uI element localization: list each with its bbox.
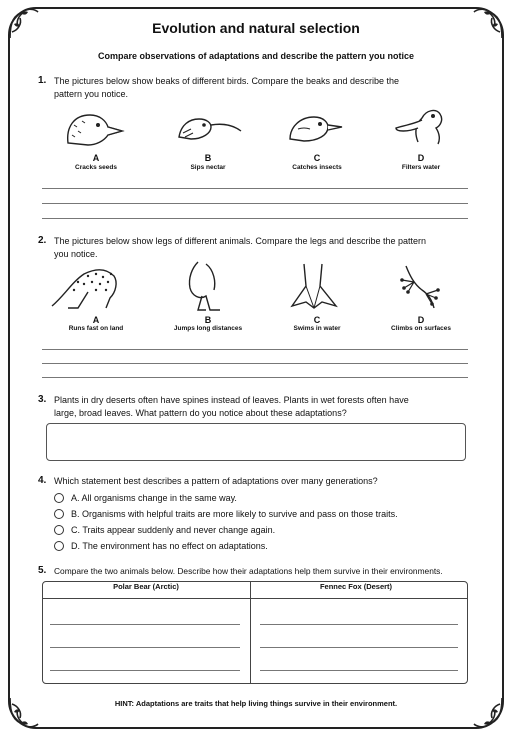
answer-box[interactable]	[46, 423, 466, 461]
option-c[interactable]	[54, 523, 275, 537]
caption: Runs fast on land	[68, 325, 124, 332]
caption: Climbs on surfaces	[391, 325, 451, 332]
caption: Cracks seeds	[75, 164, 117, 171]
answer-line	[42, 188, 468, 189]
cheetah-legs-icon	[48, 262, 130, 312]
question-number: 5.	[38, 565, 47, 576]
caption: Jumps long distances	[173, 325, 243, 332]
answer-line[interactable]	[260, 624, 458, 625]
answer-line	[42, 218, 468, 219]
answer-line	[42, 363, 468, 364]
option-letter: B	[204, 153, 212, 163]
hint-text: HINT: Adaptations are traits that help living things survive in their environment.	[114, 699, 398, 708]
caption: Sips nectar	[190, 164, 226, 171]
question-text: Compare the two animals below. Describe how their adaptations help them survive in their environments.	[54, 566, 443, 576]
table-column-divider	[250, 581, 251, 684]
radio-circle-icon[interactable]	[54, 525, 64, 535]
option-label: B. Organisms with helpful traits are more likely to survive and pass on those traits.	[71, 509, 398, 519]
question-number: 3.	[38, 394, 47, 405]
column-header: Polar Bear (Arctic)	[113, 582, 179, 591]
radio-circle-icon[interactable]	[54, 509, 64, 519]
question-number: 2.	[38, 235, 47, 246]
caption: Catches insects	[292, 164, 342, 171]
option-b[interactable]	[54, 507, 398, 521]
answer-line	[42, 203, 468, 204]
answer-line[interactable]	[260, 647, 458, 648]
question-number: 1.	[38, 75, 47, 86]
option-letter: C	[313, 153, 321, 163]
page-subtitle: Compare observations of adaptations and describe the pattern you notice	[97, 51, 415, 61]
option-label: A. All organisms change in the same way.	[71, 493, 237, 503]
caption: Swims in water	[293, 325, 341, 332]
question-text: you notice.	[54, 249, 98, 259]
option-letter: A	[92, 153, 100, 163]
option-label: D. The environment has no effect on adaptations.	[71, 541, 268, 551]
question-text: Plants in dry deserts often have spines instead of leaves. Plants in wet forests often have	[54, 395, 409, 405]
caption: Filters water	[401, 164, 441, 171]
option-letter: B	[204, 315, 212, 325]
question-text: The pictures below show beaks of different birds. Compare the beaks and describe the	[54, 76, 400, 86]
page-title: Evolution and natural selection	[152, 20, 360, 36]
radio-circle-icon[interactable]	[54, 493, 64, 503]
question-text: pattern you notice.	[54, 89, 129, 99]
option-letter: D	[417, 315, 425, 325]
column-header: Fennec Fox (Desert)	[319, 582, 393, 591]
answer-line[interactable]	[50, 670, 240, 671]
option-label: C. Traits appear suddenly and never change again.	[71, 525, 276, 535]
corner-flourish-icon	[4, 692, 44, 732]
duck-bill-icon	[388, 98, 458, 146]
radio-circle-icon[interactable]	[54, 541, 64, 551]
answer-line[interactable]	[50, 647, 240, 648]
question-text: Which statement best describes a pattern of adaptations over many generations?	[54, 476, 378, 486]
option-d[interactable]	[54, 539, 268, 553]
answer-line[interactable]	[260, 670, 458, 671]
gecko-feet-icon	[392, 262, 448, 312]
option-a[interactable]	[54, 491, 237, 505]
corner-flourish-icon	[468, 692, 508, 732]
long-curved-beak-icon	[173, 103, 243, 151]
option-letter: D	[417, 153, 425, 163]
option-letter: C	[313, 315, 321, 325]
webbed-feet-icon	[286, 262, 342, 312]
comparison-table	[42, 581, 468, 684]
question-text: The pictures below show legs of different animals. Compare the legs and describe the pattern	[54, 236, 427, 246]
option-letter: A	[92, 315, 100, 325]
answer-line[interactable]	[50, 624, 240, 625]
question-text: large, broad leaves. What pattern do you notice about these adaptations?	[54, 408, 347, 418]
thin-beak-icon	[284, 103, 354, 151]
table-header-divider	[42, 598, 468, 599]
kangaroo-legs-icon	[176, 260, 240, 314]
question-number: 4.	[38, 475, 47, 486]
answer-line	[42, 377, 468, 378]
finch-beak-icon	[60, 103, 130, 151]
answer-line	[42, 349, 468, 350]
